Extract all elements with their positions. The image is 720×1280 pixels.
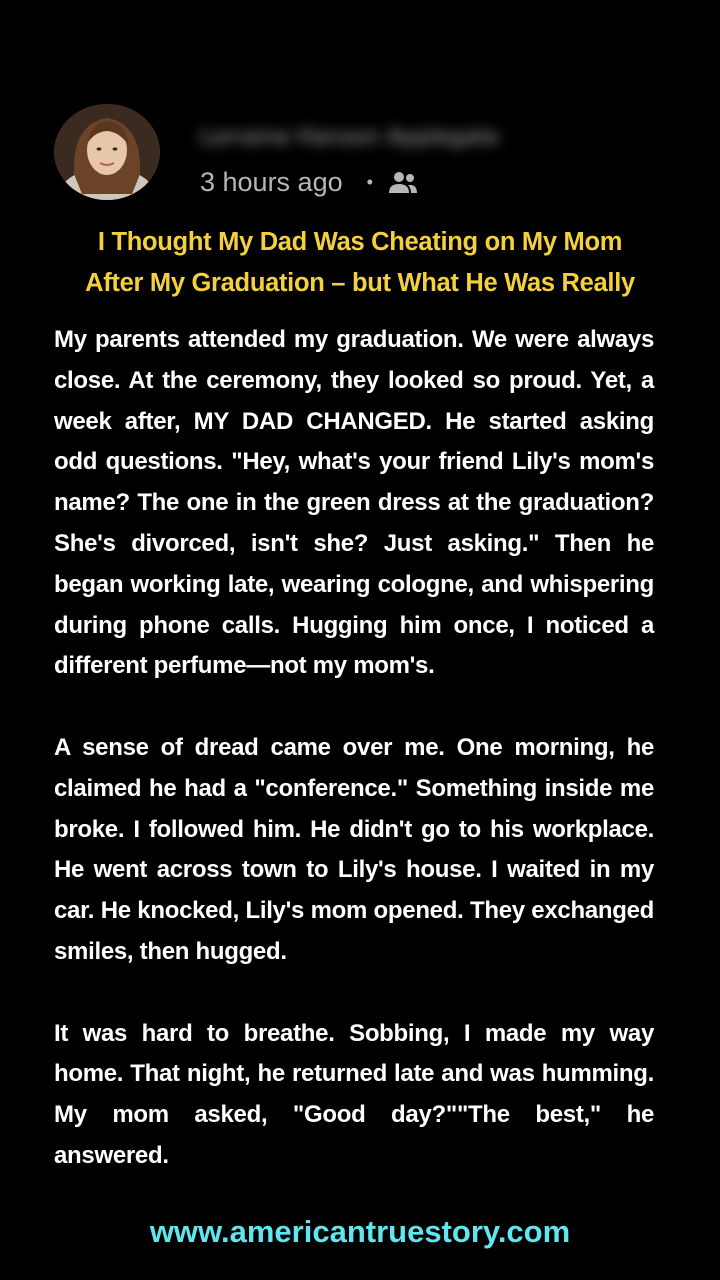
- title-line-1: I Thought My Dad Was Cheating on My Mom: [97, 228, 623, 256]
- author-name[interactable]: Lorraine Hanson Applegate: [200, 125, 500, 150]
- website-link[interactable]: www.americantruestory.com: [149, 1214, 571, 1249]
- post-meta: [200, 162, 419, 202]
- title-line-2: After My Graduation – but What He Was Really: [85, 269, 635, 297]
- post-timestamp[interactable]: 3 hours ago: [200, 166, 343, 197]
- story-paragraph-2: A sense of dread came over me. One morning, he claimed he had a "conference." Something inside me broke. I followed him. He didn't go to his workplace. He went across town to Lily's house. I waited in my car. He knocked, Lily's mom opened. They exchanged smiles, then hugged.: [54, 733, 654, 965]
- avatar-image: [54, 104, 160, 200]
- people-icon[interactable]: [387, 169, 419, 195]
- article-title: [40, 222, 680, 304]
- post-header: [54, 104, 674, 204]
- story-paragraph-1: My parents attended my graduation. We were always close. At the ceremony, they looked so proud. Yet, a week after, MY DAD CHANGED. He started asking odd questions. "Hey, what's your friend Lily's mom's name? The one in the green dress at the graduation? She's divorced, isn't she? Just asking." Then he began working late, wearing cologne, and whispering during phone calls. Hugging him once, I noticed a different perfume—not my mom's.: [54, 326, 654, 680]
- meta-separator: •: [366, 171, 373, 192]
- story-body: [54, 320, 654, 1177]
- story-paragraph-3: It was hard to breathe. Sobbing, I made my way home. That night, he returned late and was humming. My mom asked, "Good day?""The best," he answered.: [54, 1019, 654, 1169]
- author-avatar[interactable]: [54, 104, 160, 200]
